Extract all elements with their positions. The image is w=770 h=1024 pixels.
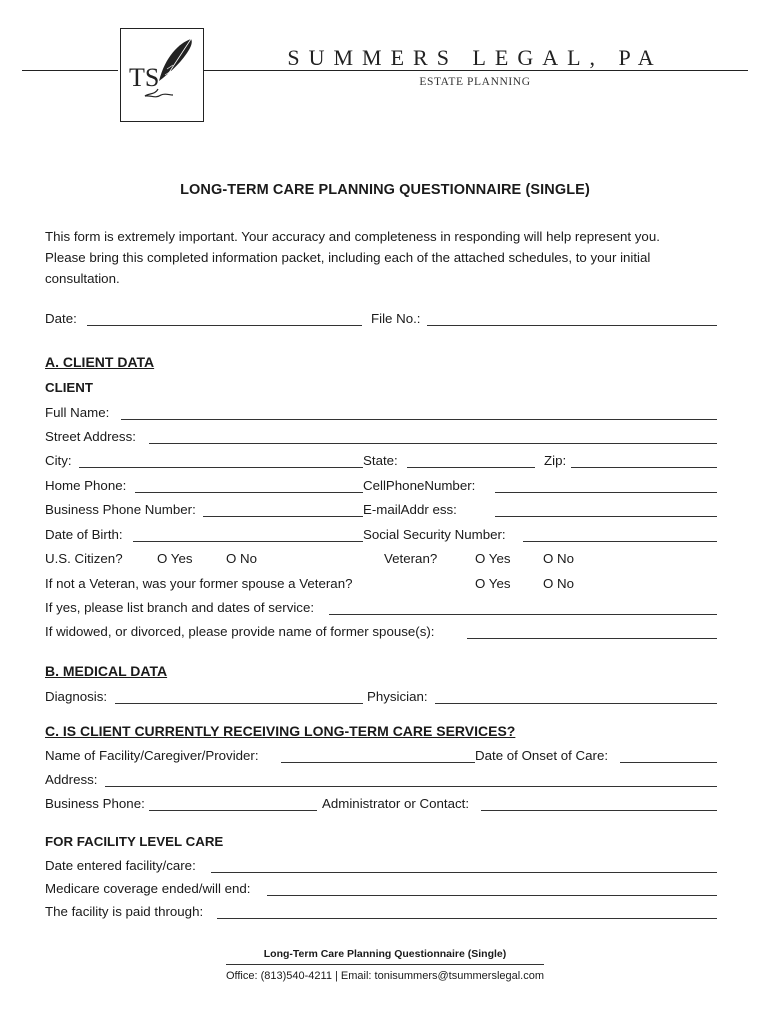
veteran-no-radio[interactable]: O No [543,551,575,566]
full-name-field[interactable] [121,419,717,420]
section-b-heading: B. MEDICAL DATA [45,663,168,679]
intro-line: This form is extremely important. Your accuracy and completeness in responding will help represent you. [45,229,660,244]
onset-date-field[interactable] [620,762,717,763]
zip-label: Zip: [544,453,567,468]
veteran-yes-radio[interactable]: O Yes [475,551,511,566]
quill-logo-icon [121,29,203,121]
date-entered-field[interactable] [211,872,717,873]
diagnosis-field[interactable] [115,703,363,704]
physician-label: Physician: [367,689,428,704]
client-subheading: CLIENT [45,380,94,395]
facility-name-field[interactable] [281,762,475,763]
firm-name: SUMMERS LEGAL, PA [287,45,663,70]
diagnosis-row [45,688,717,706]
business-phone-label: Business Phone Number: [45,502,196,517]
cell-phone-field[interactable] [495,492,717,493]
veteran-label: Veteran? [384,551,438,566]
facility-name-label: Name of Facility/Caregiver/Provider: [45,748,259,763]
administrator-field[interactable] [481,810,717,811]
email-label: E-mailAddr ess: [363,502,457,517]
paid-through-row [45,903,717,921]
intro-line: consultation. [45,271,120,286]
physician-field[interactable] [435,703,717,704]
paid-through-field[interactable] [217,918,717,919]
facility-care-heading: FOR FACILITY LEVEL CARE [45,834,224,849]
paid-through-label: The facility is paid through: [45,904,204,919]
diagnosis-label: Diagnosis: [45,689,108,704]
firm-logo [120,28,204,122]
form-title: LONG-TERM CARE PLANNING QUESTIONNAIRE (SINGLE) [180,182,590,198]
footer-contact: Office: (813)540-4211 | Email: tonisummers@tsummerslegal.com [225,970,545,982]
spouse-veteran-row [45,575,717,593]
medicare-ended-label: Medicare coverage ended/will end: [45,881,251,896]
date-entered-row [45,857,717,875]
file-no-field[interactable] [427,325,717,326]
street-address-row [45,428,717,446]
medicare-ended-row [45,880,717,898]
us-citizen-label: U.S. Citizen? [45,551,123,566]
facility-business-phone-label: Business Phone: [45,796,145,811]
citizen-yes-radio[interactable]: O Yes [157,551,193,566]
citizen-no-radio[interactable]: O No [226,551,258,566]
street-address-field[interactable] [149,443,717,444]
business-email-row [45,501,717,519]
ssn-label: Social Security Number: [363,527,506,542]
facility-address-row [45,771,717,789]
medicare-ended-field[interactable] [267,895,717,896]
firm-subtitle: ESTATE PLANNING [419,76,531,88]
cell-phone-label: CellPhoneNumber: [363,478,476,493]
facility-business-phone-field[interactable] [149,810,317,811]
facility-phone-row [45,795,717,813]
branch-dates-row [45,599,717,617]
footer-title: Long-Term Care Planning Questionnaire (Single) [263,948,507,960]
intro-paragraph [45,226,717,289]
former-spouse-field[interactable] [467,638,717,639]
phone-row [45,477,717,495]
letterhead-rule-left [22,70,118,71]
footer-rule [226,964,544,965]
spouse-veteran-yes-radio[interactable]: O Yes [475,576,511,591]
city-state-zip-row [45,452,717,470]
facility-name-row [45,747,717,765]
svg-text:TS: TS [129,63,160,92]
spouse-veteran-no-radio[interactable]: O No [543,576,575,591]
business-phone-field[interactable] [203,516,363,517]
home-phone-field[interactable] [135,492,363,493]
facility-address-field[interactable] [105,786,717,787]
former-spouse-row [45,623,717,641]
zip-field[interactable] [571,467,717,468]
onset-date-label: Date of Onset of Care: [475,748,609,763]
administrator-label: Administrator or Contact: [322,796,470,811]
file-no-label: File No.: [371,311,421,326]
city-label: City: [45,453,72,468]
intro-line: Please bring this completed information packet, including each of the attached schedules, to your initial [45,250,651,265]
section-a-heading: A. CLIENT DATA [45,354,155,370]
full-name-row [45,404,717,422]
date-field[interactable] [87,325,362,326]
email-field[interactable] [495,516,717,517]
facility-address-label: Address: [45,772,98,787]
dob-label: Date of Birth: [45,527,123,542]
date-label: Date: [45,311,77,326]
former-spouse-label: If widowed, or divorced, please provide name of former spouse(s): [45,624,435,639]
dob-field[interactable] [133,541,363,542]
date-entered-label: Date entered facility/care: [45,858,196,873]
ssn-field[interactable] [523,541,717,542]
section-c-heading: C. IS CLIENT CURRENTLY RECEIVING LONG-TERM CARE SERVICES? [45,723,516,739]
former-spouse-veteran-label: If not a Veteran, was your former spouse a Veteran? [45,576,353,591]
full-name-label: Full Name: [45,405,110,420]
street-address-label: Street Address: [45,429,136,444]
dob-ssn-row [45,526,717,544]
citizen-veteran-row [45,550,717,568]
branch-dates-field[interactable] [329,614,717,615]
home-phone-label: Home Phone: [45,478,127,493]
state-field[interactable] [407,467,535,468]
branch-dates-label: If yes, please list branch and dates of service: [45,600,315,615]
city-field[interactable] [79,467,363,468]
state-label: State: [363,453,398,468]
date-file-row [45,310,717,328]
